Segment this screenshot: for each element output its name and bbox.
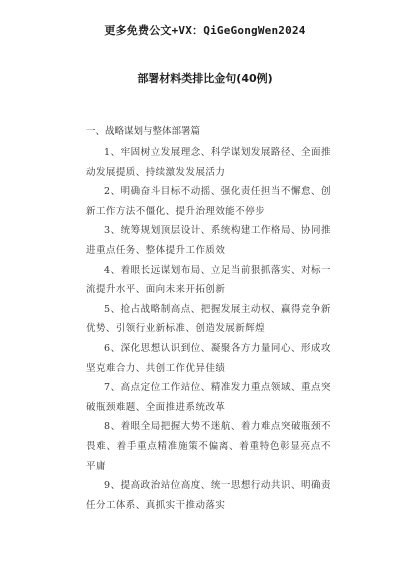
list-item: 2、明确奋斗目标不动摇、强化责任担当不懈怠、创新工作方法不僵化、提升治理效能不停步 <box>86 186 331 217</box>
list-item: 3、统筹规划顶层设计、系统构建工作格局、协同推进重点任务、整体提升工作质效 <box>86 225 331 256</box>
section-heading: 一、战略谋划与整体部署篇 <box>86 126 201 137</box>
list-item: 5、抢占战略制高点、把握发展主动权、赢得竞争新优势、引领行业新标准、创造发展新辉煌 <box>86 303 331 335</box>
item-list <box>86 143 331 515</box>
promo-banner: 更多免费公文+VX：QiGeGongWen2024 <box>104 24 306 37</box>
list-item: 6、深化思想认识到位、凝聚各方力量同心、形成攻坚克难合力、共创工作优异佳绩 <box>86 342 331 374</box>
list-item: 4、着眼长远谋划布局、立足当前狠抓落实、对标一流提升水平、面向未来开拓创新 <box>86 264 331 296</box>
list-item: 9、提高政治站位高度、统一思想行动共识、明确责任分工体系、真抓实干推动落实 <box>86 480 331 511</box>
list-item: 1、牢固树立发展理念、科学谋划发展路径、全面推动发展提质、持续激发发展活力 <box>86 147 331 178</box>
list-item: 7、高点定位工作站位、精准发力重点领域、重点突破瓶颈难题、全面推进系统改革 <box>86 382 331 413</box>
list-item: 8、着眼全局把握大势不迷航、着力难点突破瓶颈不畏难、着手重点精准施策不偏离、着重特色彰显亮点不平庸 <box>86 421 331 472</box>
document-title: 部署材料类排比金句(40例) <box>137 72 273 85</box>
